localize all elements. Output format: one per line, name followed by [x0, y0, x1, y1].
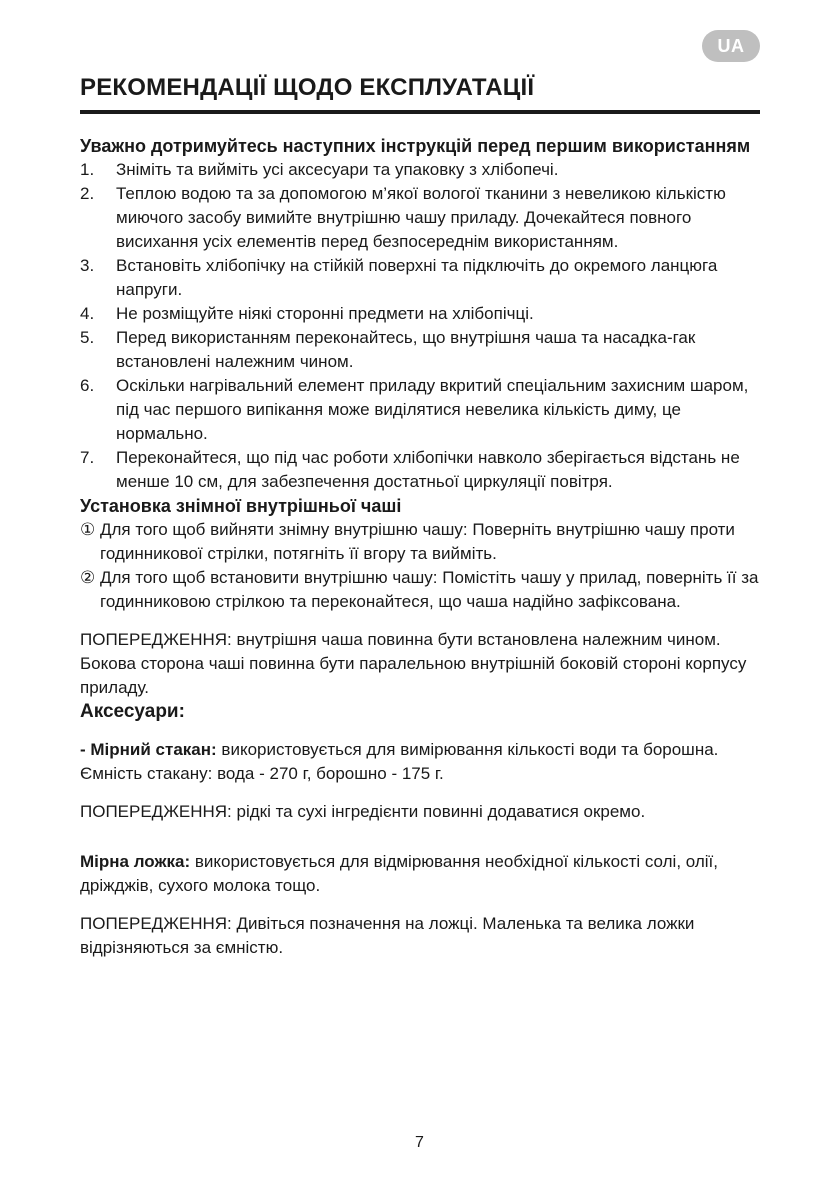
- section-heading-first-use: Уважно дотримуйтесь наступних інструкцій перед першим використанням: [80, 136, 751, 156]
- list-item-text: Зніміть та вийміть усі аксесуари та упаковку з хлібопечі.: [116, 160, 559, 179]
- list-item-number: ②: [80, 568, 96, 587]
- list-item-number: ①: [80, 520, 96, 539]
- measuring-spoon-label: Мірна ложка:: [80, 852, 191, 871]
- list-item-number: 1.: [80, 160, 95, 179]
- list-item-text: Для того щоб встановити внутрішню чашу: Помістіть чашу у прилад, поверніть її за годинниковою стрілкою та переконайтеся, що чаша надійно зафіксована.: [100, 568, 759, 611]
- list-item-text: Встановіть хлібопічку на стійкій поверхні та підключіть до окремого ланцюга напруги.: [116, 256, 718, 299]
- list-item-text: Оскільки нагрівальний елемент приладу вкритий спеціальним захисним шаром, під час першого випікання може виділятися невелика кількість диму, це нормально.: [116, 376, 749, 443]
- list-item: [80, 326, 762, 374]
- measuring-cup-warning: ПОПЕРЕДЖЕННЯ: рідкі та сухі інгредієнти повинні додаватися окремо.: [80, 802, 646, 821]
- page-title: РЕКОМЕНДАЦІЇ ЩОДО ЕКСПЛУАТАЦІЇ: [80, 74, 535, 101]
- list-item-text: Теплою водою та за допомогою м’якої вологої тканини з невеликою кількістю миючого засобу вимийте внутрішню чашу приладу. Дочекайтеся повного висихання усіх елементів перед безпосереднім використанням.: [116, 184, 726, 251]
- list-item-text: Переконайтеся, що під час роботи хлібопічки навколо зберігається відстань не менше 10 см, для забезпечення достатньої циркуляції повітря.: [116, 448, 740, 491]
- list-item-number: 3.: [80, 256, 95, 275]
- measuring-spoon-paragraph: [80, 850, 762, 898]
- measuring-spoon-text: використовується для відмірювання необхідної кількості солі, олії, дріжджів, сухого молока тощо.: [80, 852, 718, 895]
- list-item-number: 7.: [80, 448, 95, 467]
- title-divider: [80, 110, 760, 114]
- section-heading-bowl-install: Установка знімної внутрішньої чаші: [80, 496, 402, 516]
- list-item-number: 5.: [80, 328, 95, 347]
- language-badge: UA: [702, 30, 760, 62]
- list-item: [80, 446, 762, 494]
- page-number: 7: [415, 1134, 424, 1151]
- list-item: [80, 374, 762, 446]
- measuring-cup-label: - Мірний стакан:: [80, 740, 217, 759]
- measuring-spoon-warning: ПОПЕРЕДЖЕННЯ: Дивіться позначення на ложці. Маленька та велика ложки відрізняються за ємністю.: [80, 914, 695, 957]
- measuring-cup-text: використовується для вимірювання кількості води та борошна. Ємність стакану: вода - 270 г, борошно - 175 г.: [80, 740, 719, 783]
- list-item: [80, 566, 762, 614]
- section-heading-accessories: Аксесуари:: [80, 701, 185, 722]
- list-item: [80, 182, 762, 254]
- list-item: [80, 518, 762, 566]
- first-use-list: [80, 158, 762, 494]
- list-item-number: 4.: [80, 304, 95, 323]
- bowl-install-list: [80, 518, 762, 614]
- list-item: [80, 302, 762, 326]
- list-item-number: 2.: [80, 184, 95, 203]
- measuring-cup-paragraph: [80, 738, 762, 786]
- main-content: [80, 134, 762, 960]
- list-item-number: 6.: [80, 376, 95, 395]
- list-item: [80, 158, 762, 182]
- list-item-text: Перед використанням переконайтесь, що внутрішня чаша та насадка-гак встановлені належним чином.: [116, 328, 696, 371]
- list-item: [80, 254, 762, 302]
- list-item-text: Не розміщуйте ніякі сторонні предмети на хлібопічці.: [116, 304, 534, 323]
- list-item-text: Для того щоб вийняти знімну внутрішню чашу: Поверніть внутрішню чашу проти годинникової стрілки, потягніть її вгору та вийміть.: [100, 520, 735, 563]
- bowl-warning: ПОПЕРЕДЖЕННЯ: внутрішня чаша повинна бути встановлена належним чином. Бокова сторона чаші повинна бути паралельною внутрішній боковій стороні корпусу приладу.: [80, 630, 747, 697]
